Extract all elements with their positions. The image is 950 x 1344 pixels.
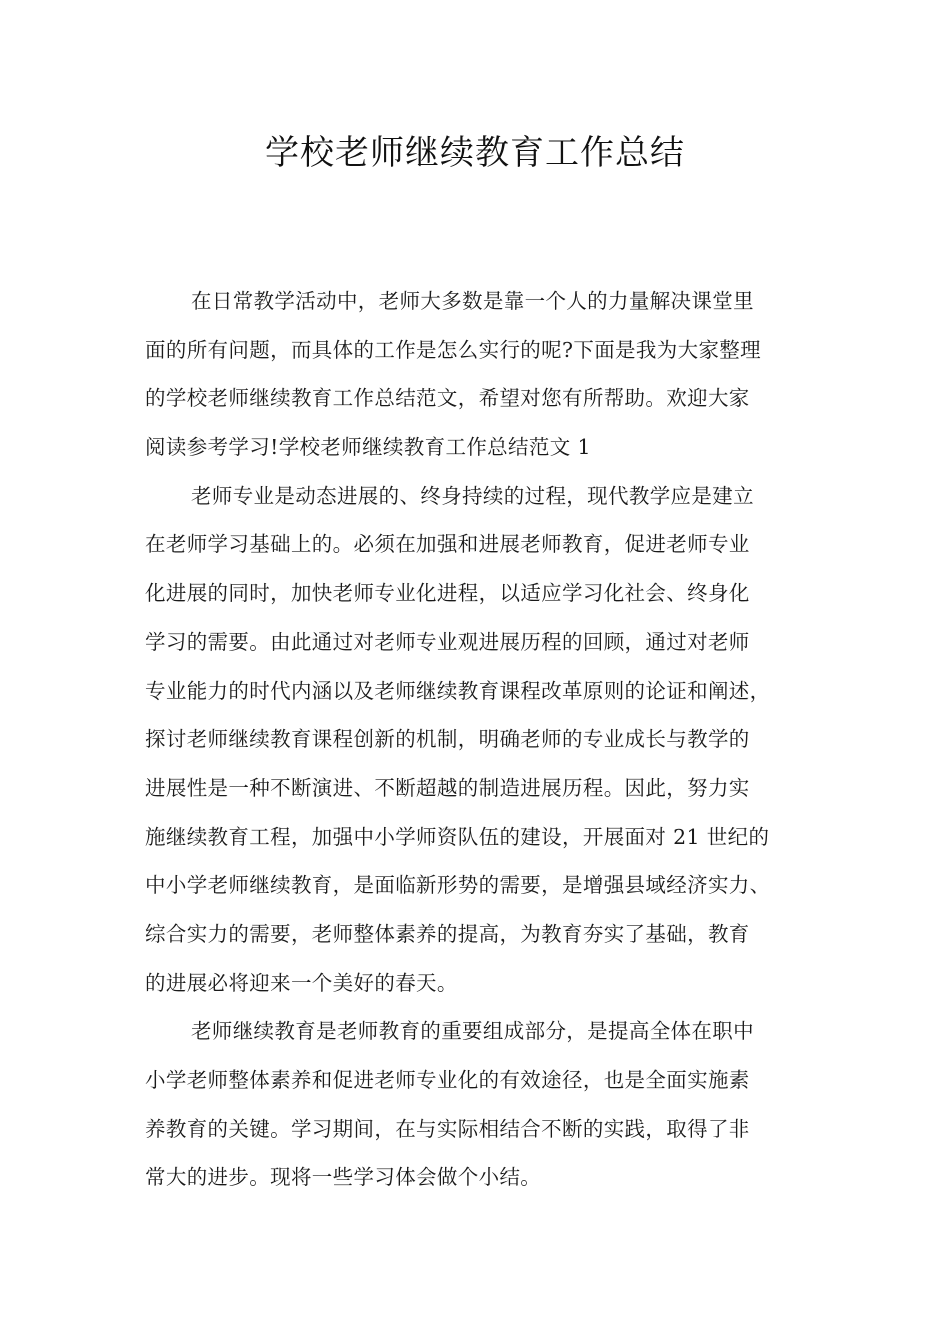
paragraph-professional-development xyxy=(145,478,813,1014)
document-body xyxy=(145,283,813,1208)
paragraph-line: 探讨老师继续教育课程创新的机制，明确老师的专业成长与教学的 xyxy=(145,727,750,752)
paragraph-line: 在日常教学活动中，老师大多数是靠一个人的力量解决课堂里 xyxy=(191,289,754,313)
paragraph-line: 老师专业是动态进展的、终身持续的过程，现代教学应是建立 xyxy=(191,483,754,508)
paragraph-line: 老师继续教育是老师教育的重要组成部分，是提高全体在职中 xyxy=(191,1019,754,1044)
paragraph-intro xyxy=(145,283,813,478)
paragraph-line: 的进展必将迎来一个美好的春天。 xyxy=(145,970,458,995)
document-title: 学校老师继续教育工作总结 xyxy=(265,133,685,173)
paragraph-line: 常大的进步。现将一些学习体会做个小结。 xyxy=(145,1165,542,1190)
paragraph-line: 阅读参考学习!学校老师继续教育工作总结范文 1 xyxy=(145,435,591,460)
paragraph-line: 综合实力的需要，老师整体素养的提高，为教育夯实了基础，教育 xyxy=(145,921,750,946)
paragraph-line: 进展性是一种不断演进、不断超越的制造进展历程。因此，努力实 xyxy=(145,775,750,800)
paragraph-line: 面的所有问题，而具体的工作是怎么实行的呢?下面是我为大家整理 xyxy=(145,337,761,362)
paragraph-line: 的学校老师继续教育工作总结范文，希望对您有所帮助。欢迎大家 xyxy=(145,386,750,411)
paragraph-line: 养教育的关键。学习期间，在与实际相结合不断的实践，取得了非 xyxy=(145,1116,750,1141)
paragraph-line: 专业能力的时代内涵以及老师继续教育课程改革原则的论证和阐述， xyxy=(145,678,771,703)
paragraph-line: 中小学老师继续教育，是面临新形势的需要，是增强县域经济实力、 xyxy=(145,873,771,898)
paragraph-continuing-education xyxy=(145,1013,813,1208)
paragraph-line: 化进展的同时，加快老师专业化进程，以适应学习化社会、终身化 xyxy=(145,581,750,606)
paragraph-line: 小学老师整体素养和促进老师专业化的有效途径，也是全面实施素 xyxy=(145,1068,750,1092)
paragraph-line: 在老师学习基础上的。必须在加强和进展老师教育，促进老师专业 xyxy=(145,532,750,557)
paragraph-line: 学习的需要。由此通过对老师专业观进展历程的回顾，通过对老师 xyxy=(145,629,750,654)
paragraph-line: 施继续教育工程，加强中小学师资队伍的建设，开展面对 21 世纪的 xyxy=(145,824,770,849)
